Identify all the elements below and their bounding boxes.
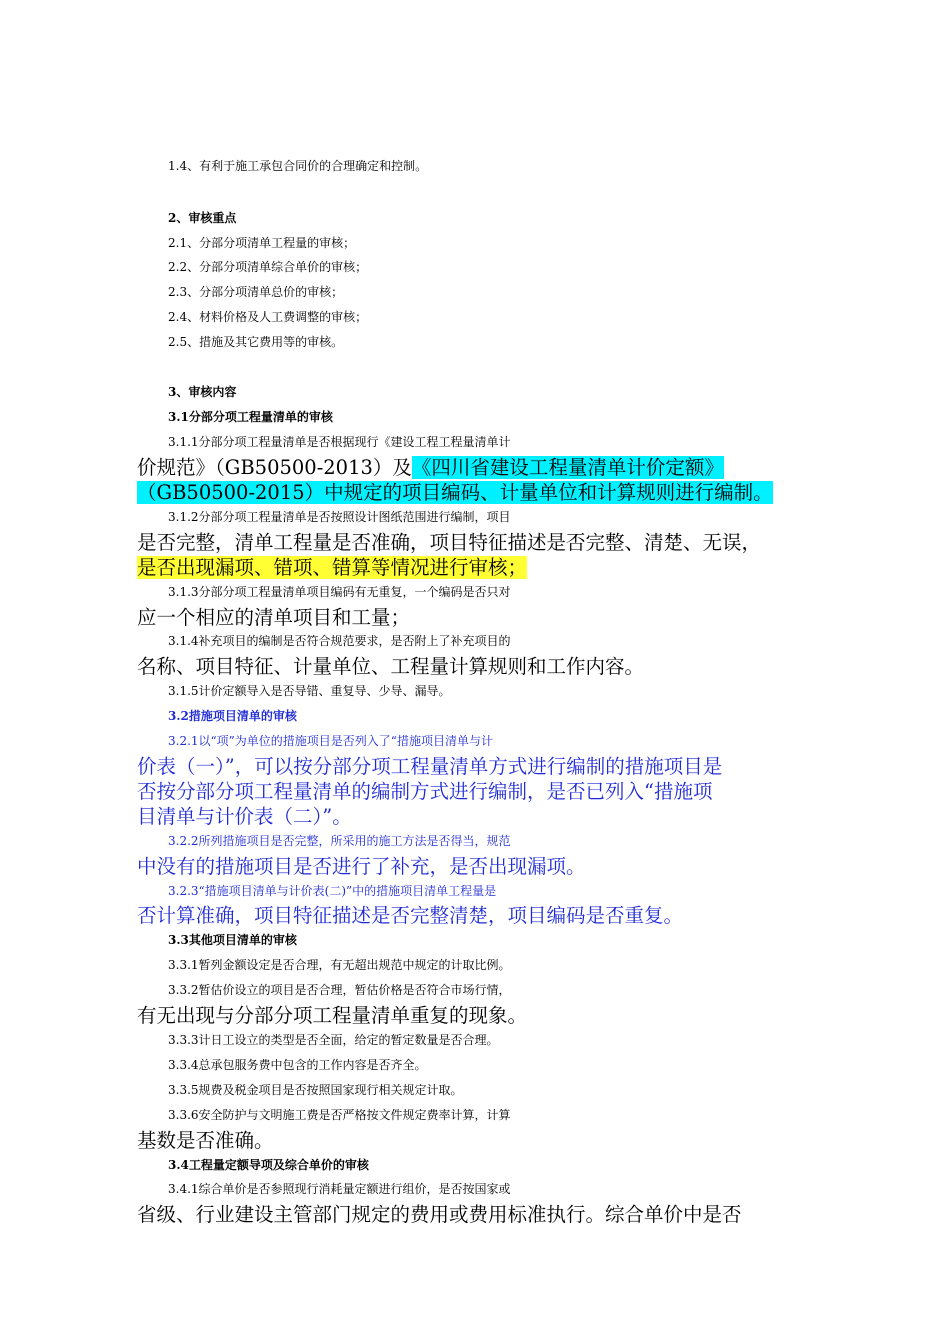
para-3-1-2-line1: 3.1.2分部分项工程量清单是否按照设计图纸范围进行编制，项目 [168, 510, 511, 524]
para-3-1-1-line3 [137, 480, 817, 505]
item-2-4: 2.4、材料价格及人工费调整的审核； [168, 310, 368, 324]
para-3-1-2-line3 [137, 555, 817, 580]
para-3-3-6-line2: 基数是否准确。 [137, 1129, 274, 1152]
para-3-3-6-line1: 3.3.6安全防护与文明施工费是否严格按文件规定费率计算，计算 [168, 1108, 511, 1122]
para-3-4-1-line1: 3.4.1综合单价是否参照现行消耗量定额进行组价，是否按国家或 [168, 1182, 511, 1196]
para-3-3-2-line2: 有无出现与分部分项工程量清单重复的现象。 [137, 1004, 528, 1027]
para-3-3-3: 3.3.3计日工设立的类型是否全面，给定的暂定数量是否合理。 [168, 1033, 499, 1047]
heading-3-1: 3.1分部分项工程量清单的审核 [168, 410, 333, 424]
para-3-2-2-line2: 中没有的措施项目是否进行了补充，是否出现漏项。 [137, 855, 586, 878]
heading-2: 2、审核重点 [168, 211, 237, 225]
para-3-2-1-line3: 否按分部分项工程量清单的编制方式进行编制，是否已列入“措施项 [137, 780, 713, 803]
para-3-1-1-line2-text: 价规范》（GB50500-2013）及 [137, 456, 412, 479]
item-2-3: 2.3、分部分项清单总价的审核； [168, 285, 344, 299]
heading-3-2: 3.2措施项目清单的审核 [168, 709, 297, 723]
para-3-3-4: 3.3.4总承包服务费中包含的工作内容是否齐全。 [168, 1058, 427, 1072]
para-3-2-2-line1: 3.2.2所列措施项目是否完整，所采用的施工方法是否得当，规范 [168, 834, 511, 848]
heading-3: 3、审核内容 [168, 385, 237, 399]
para-3-3-5: 3.3.5规费及税金项目是否按照国家现行相关规定计取。 [168, 1083, 463, 1097]
highlighted-standard-text: （GB50500-2015）中规定的项目编码、计量单位和计算规则进行编制。 [137, 481, 773, 504]
para-3-2-3-line2: 否计算准确，项目特征描述是否完整清楚，项目编码是否重复。 [137, 904, 684, 927]
highlighted-omission-text: 是否出现漏项、错项、错算等情况进行审核； [137, 556, 528, 579]
para-3-1-2-line2: 是否完整，清单工程量是否准确，项目特征描述是否完整、清楚、无误， [137, 531, 762, 554]
para-3-2-1-line4: 目清单与计价表（二）”。 [137, 805, 352, 828]
item-2-5: 2.5、措施及其它费用等的审核。 [168, 335, 344, 349]
para-3-1-4-line2: 名称、项目特征、计量单位、工程量计算规则和工作内容。 [137, 655, 645, 678]
para-3-4-1-line2: 省级、行业建设主管部门规定的费用或费用标准执行。综合单价中是否 [137, 1203, 742, 1226]
para-3-2-1-line1: 3.2.1以“项”为单位的措施项目是否列入了“措施项目清单与计 [168, 734, 493, 748]
para-3-1-3-line1: 3.1.3分部分项工程量清单项目编码有无重复，一个编码是否只对 [168, 585, 511, 599]
para-3-3-1: 3.3.1暂列金额设定是否合理，有无超出规范中规定的计取比例。 [168, 958, 511, 972]
para-3-1-5: 3.1.5计价定额导入是否导错、重复导、少导、漏导。 [168, 684, 451, 698]
item-2-1: 2.1、分部分项清单工程量的审核； [168, 236, 356, 250]
paragraph-1-4: 1.4、有利于施工承包合同价的合理确定和控制。 [168, 159, 428, 173]
highlighted-quota-title: 《四川省建设工程量清单计价定额》 [411, 456, 724, 479]
para-3-1-1-line2 [137, 455, 817, 480]
para-3-1-3-line2: 应一个相应的清单项目和工量； [137, 606, 411, 629]
para-3-2-1-line2: 价表（一）”，可以按分部分项工程量清单方式进行编制的措施项目是 [137, 755, 723, 778]
para-3-3-2-line1: 3.3.2暂估价设立的项目是否合理，暂估价格是否符合市场行情， [168, 983, 511, 997]
para-3-1-1-line1: 3.1.1分部分项工程量清单是否根据现行《建设工程工程量清单计 [168, 435, 511, 449]
heading-3-3: 3.3其他项目清单的审核 [168, 933, 297, 947]
para-3-2-3-line1: 3.2.3“措施项目清单与计价表(二)”中的措施项目清单工程量是 [168, 884, 497, 898]
heading-3-4: 3.4工程量定额导项及综合单价的审核 [168, 1158, 369, 1172]
para-3-1-4-line1: 3.1.4补充项目的编制是否符合规范要求，是否附上了补充项目的 [168, 634, 511, 648]
item-2-2: 2.2、分部分项清单综合单价的审核； [168, 260, 368, 274]
